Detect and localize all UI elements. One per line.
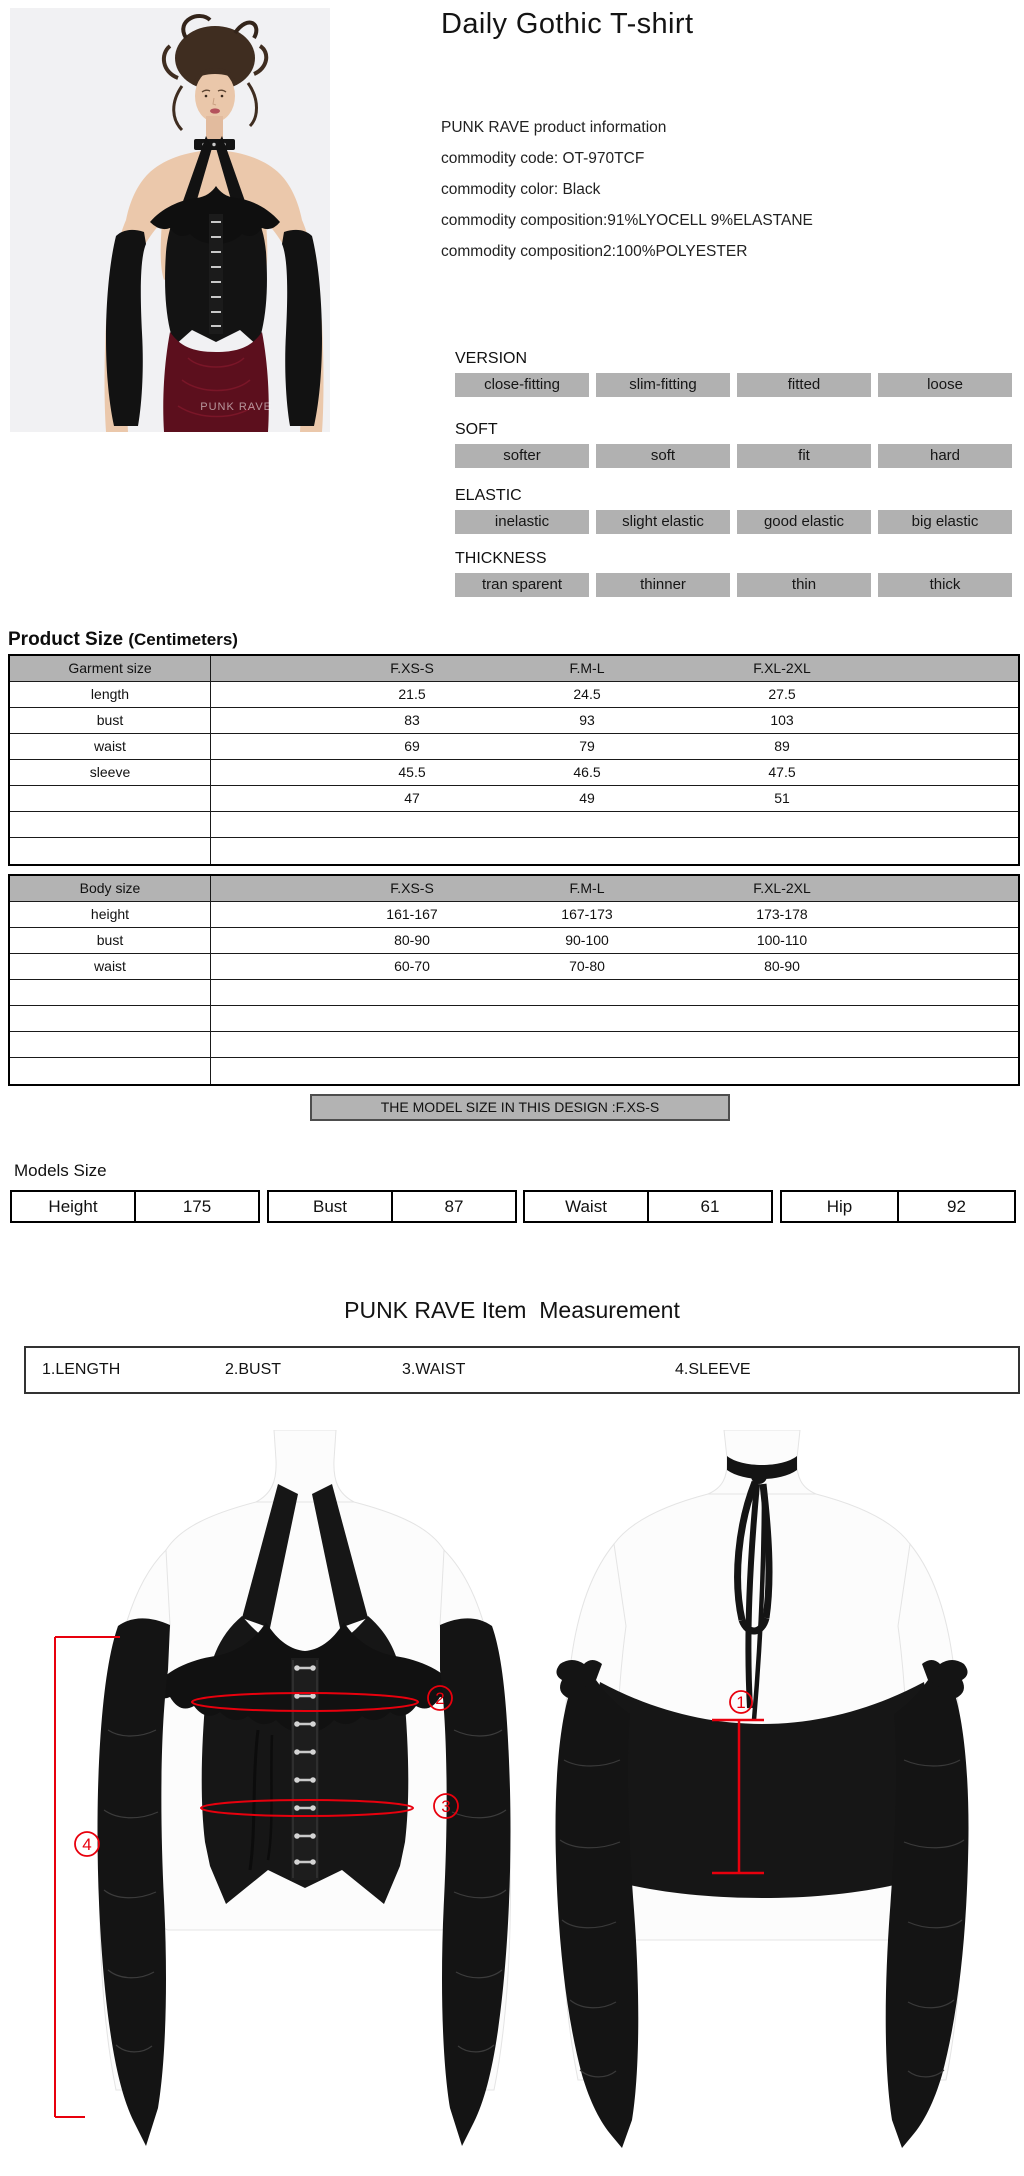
table-cell: 80-90 [394, 932, 430, 948]
scale-option: thinner [596, 573, 730, 597]
table-cell: F.M-L [569, 880, 605, 896]
sleeve-marker-number: 4 [82, 1835, 92, 1854]
model-size-bust [267, 1190, 517, 1223]
scale-option: soft [596, 444, 730, 468]
scale-label: SOFT [455, 421, 498, 438]
table-cell: 47.5 [768, 764, 796, 780]
hook-closure-strip [291, 1658, 319, 1880]
table-cell: 27.5 [768, 686, 796, 702]
model-size-hip [780, 1190, 1016, 1223]
model-size-waist [523, 1190, 773, 1223]
scale-option: hard [878, 444, 1012, 468]
scale-label: VERSION [455, 350, 528, 367]
legend-length: 1.LENGTH [42, 1361, 121, 1378]
legend-waist: 3.WAIST [402, 1361, 466, 1378]
table-cell: 80-90 [764, 958, 800, 974]
table-cell: 21.5 [398, 686, 426, 702]
table-cell: 60-70 [394, 958, 430, 974]
table-cell: waist [94, 738, 126, 754]
bust-marker-number: 2 [435, 1689, 445, 1708]
table-row [10, 928, 1018, 954]
table-header-row [10, 876, 1018, 902]
length-marker-number: 1 [736, 1693, 746, 1712]
scale-option: good elastic ▲ [737, 510, 871, 534]
table-cell: length [90, 686, 130, 702]
model-size-label: Waist [565, 1197, 607, 1216]
table-cell: 70-80 [569, 958, 605, 974]
commodity-composition: commodity composition:91%LYOCELL 9%ELASTANE [441, 212, 813, 229]
scale-option: tran sparent [455, 573, 589, 597]
scale-option: close-fitting [455, 373, 589, 397]
table-cell: 103 [770, 712, 794, 728]
photo-watermark: PUNK RAVE [200, 401, 272, 413]
garment-size-table [8, 654, 1020, 866]
choker [194, 139, 235, 150]
table-cell: 46.5 [573, 764, 601, 780]
table-row [10, 1032, 1018, 1058]
scale-option: inelastic [455, 510, 589, 534]
table-cell: 173-178 [756, 906, 808, 922]
table-cell: height [90, 906, 130, 922]
table-row [10, 708, 1018, 734]
table-row [10, 734, 1018, 760]
scale-soft [455, 421, 1012, 468]
table-cell: F.XS-S [390, 660, 434, 676]
measurement-legend [24, 1346, 1020, 1394]
table-row [10, 838, 1018, 864]
scale-option: softer [455, 444, 589, 468]
table-row [10, 682, 1018, 708]
table-cell: 24.5 [573, 686, 601, 702]
scale-version [455, 350, 1012, 397]
legend-sleeve: 4.SLEEVE [675, 1361, 751, 1378]
table-cell: sleeve [89, 764, 131, 780]
table-cell: Body size [79, 880, 141, 896]
product-size-unit: (Centimeters) [128, 630, 238, 649]
table-row [10, 812, 1018, 838]
table-row [10, 902, 1018, 928]
table-cell: F.XL-2XL [753, 660, 811, 676]
table-cell: 161-167 [386, 906, 438, 922]
scale-option: loose [878, 373, 1012, 397]
table-cell: F.M-L [569, 660, 605, 676]
scale-label: THICKNESS [455, 550, 547, 567]
table-cell: 90-100 [565, 932, 609, 948]
model-size-label: Bust [312, 1197, 348, 1216]
table-cell: 51 [774, 790, 790, 806]
model-size-label: Height [48, 1197, 98, 1216]
table-cell: bust [96, 932, 124, 948]
front-view-photo [0, 1430, 512, 2176]
model-size-value: 87 [391, 1192, 515, 1221]
table-cell: 83 [404, 712, 420, 728]
table-row [10, 760, 1018, 786]
table-cell: F.XS-S [390, 880, 434, 896]
scale-option: big elastic [878, 510, 1012, 534]
product-size-heading [8, 629, 238, 651]
table-header-row [10, 656, 1018, 682]
measurement-title: PUNK RAVE Item Measurement [344, 1297, 680, 1323]
table-cell: 49 [579, 790, 595, 806]
table-row [10, 980, 1018, 1006]
model-size-value: 175 [134, 1192, 258, 1221]
waist-marker-number: 3 [441, 1797, 451, 1816]
table-cell: F.XL-2XL [753, 880, 811, 896]
back-view-photo [512, 1430, 1024, 2176]
table-cell: 100-110 [756, 932, 808, 948]
model-size-height [10, 1190, 260, 1223]
table-row [10, 1058, 1018, 1084]
table-cell: 69 [404, 738, 420, 754]
table-cell: 47 [404, 790, 420, 806]
models-size-heading: Models Size [14, 1161, 107, 1180]
commodity-code: commodity code: OT-970TCF [441, 150, 645, 167]
product-size-title: Product Size [8, 629, 124, 650]
page-title: Daily Gothic T-shirt [441, 8, 694, 40]
scale-option: slim-fitting [596, 373, 730, 397]
table-row [10, 954, 1018, 980]
table-cell: 89 [774, 738, 790, 754]
scale-label: ELASTIC [455, 487, 522, 504]
table-cell: 93 [579, 712, 595, 728]
model-size-banner: THE MODEL SIZE IN THIS DESIGN :F.XS-S [310, 1094, 730, 1121]
scale-option: thin ▲ [737, 573, 871, 597]
scale-option: thick [878, 573, 1012, 597]
commodity-composition2: commodity composition2:100%POLYESTER [441, 243, 748, 260]
table-cell: 167-173 [561, 906, 613, 922]
model-size-value: 61 [647, 1192, 771, 1221]
table-row [10, 786, 1018, 812]
model-photo [10, 8, 330, 432]
table-cell: 45.5 [398, 764, 426, 780]
scale-thickness [455, 550, 1012, 597]
product-info [441, 112, 813, 267]
table-row [10, 1006, 1018, 1032]
table-cell: waist [94, 958, 126, 974]
model-size-value: 92 [897, 1192, 1014, 1221]
scale-elastic [455, 487, 1012, 534]
scale-option: slight elastic [596, 510, 730, 534]
scale-option: fit ▲ [737, 444, 871, 468]
commodity-color: commodity color: Black [441, 181, 601, 198]
scale-option: fitted ▲ [737, 373, 871, 397]
table-cell: Garment size [68, 660, 152, 676]
model-size-label: Hip [826, 1197, 853, 1216]
body-size-table [8, 874, 1020, 1086]
table-cell: bust [96, 712, 124, 728]
product-info-heading: PUNK RAVE product information [441, 119, 667, 136]
legend-bust: 2.BUST [225, 1361, 282, 1378]
table-cell: 79 [579, 738, 595, 754]
